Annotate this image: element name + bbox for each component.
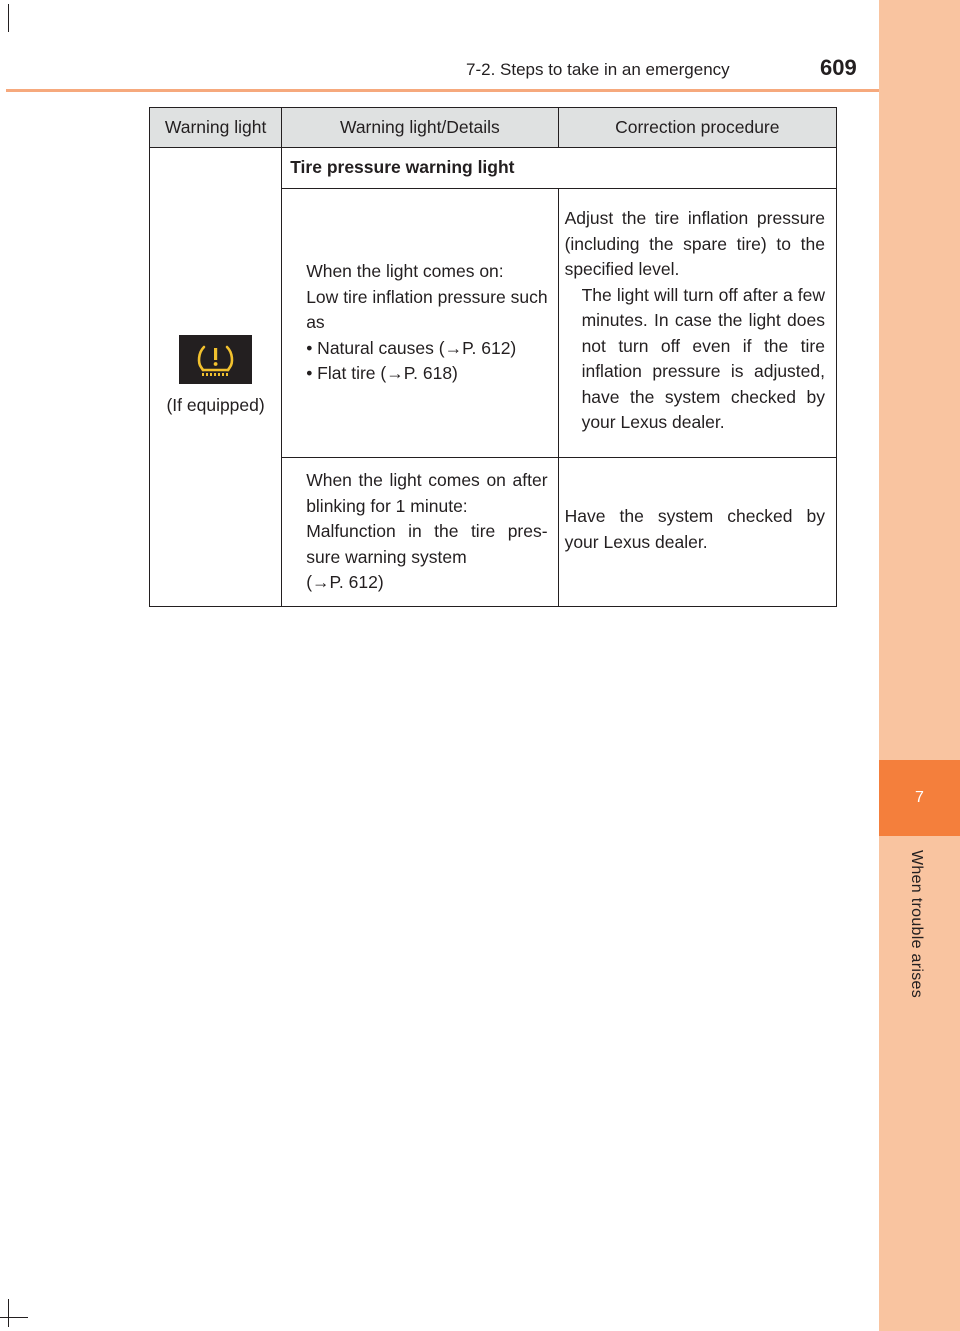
detail-intro: When the light comes on after blinking for 1 minute: bbox=[306, 470, 548, 516]
details-cell bbox=[282, 189, 558, 458]
page-number: 609 bbox=[820, 55, 857, 80]
detail-intro: When the light comes on: bbox=[306, 261, 504, 282]
correction-cell bbox=[558, 189, 836, 458]
details-cell bbox=[282, 458, 558, 607]
column-header: Warning light bbox=[150, 108, 282, 148]
header-rule bbox=[6, 89, 879, 92]
column-header: Correction procedure bbox=[558, 108, 836, 148]
detail-text: Malfunction in the tire pres-sure warning system bbox=[306, 521, 548, 567]
correction-text: Adjust the tire inflation pressure (including the spare tire) to the specified level. bbox=[564, 208, 825, 280]
if-equipped-note: (If equipped) bbox=[166, 395, 265, 416]
detail-text: Low tire inflation pressure such as bbox=[306, 286, 548, 333]
correction-cell bbox=[558, 458, 836, 607]
chapter-side-tab bbox=[879, 0, 960, 1331]
column-header: Warning light/Details bbox=[282, 108, 558, 148]
warning-light-table bbox=[149, 107, 837, 607]
chapter-title: When trouble arises bbox=[908, 850, 925, 998]
correction-note: The light will turn off after a few minutes. In case the light does not turn off even if the tire inflation pressure is adjusted, have the system checked by your Lexus dealer. bbox=[581, 284, 825, 433]
crop-mark bbox=[0, 1317, 28, 1318]
table-row bbox=[150, 148, 837, 189]
section-title: 7-2. Steps to take in an emergency bbox=[466, 60, 730, 79]
crop-mark bbox=[8, 1299, 9, 1327]
correction-text: Have the system checked by your Lexus dealer. bbox=[564, 506, 825, 552]
detail-reference: (→P. 612) bbox=[306, 572, 384, 592]
bullet-item: • Flat tire (→P. 618) bbox=[306, 363, 458, 384]
warning-light-title: Tire pressure warning light bbox=[282, 148, 837, 189]
warning-light-cell bbox=[150, 148, 282, 607]
table-header-row bbox=[150, 108, 837, 148]
chapter-number-box bbox=[879, 760, 960, 836]
tire-pressure-warning-icon bbox=[179, 335, 252, 384]
chapter-number: 7 bbox=[915, 789, 924, 806]
bullet-item: • Natural causes (→P. 612) bbox=[306, 337, 517, 358]
page-header bbox=[0, 0, 879, 92]
